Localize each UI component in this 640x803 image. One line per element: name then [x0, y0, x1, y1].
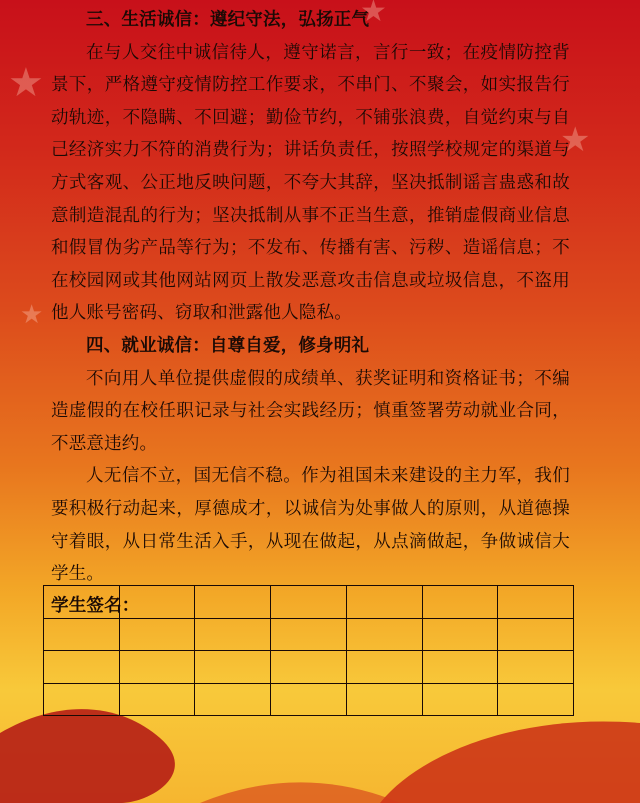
table-row — [44, 618, 574, 651]
signature-cell[interactable] — [271, 586, 347, 619]
signature-cell[interactable] — [195, 618, 271, 651]
signature-cell[interactable] — [44, 651, 120, 684]
signature-cell[interactable] — [195, 683, 271, 716]
table-row — [44, 586, 574, 619]
signature-cell[interactable] — [422, 618, 498, 651]
signature-cell[interactable] — [271, 618, 347, 651]
signature-cell[interactable] — [44, 683, 120, 716]
signature-cell[interactable] — [422, 683, 498, 716]
signature-cell[interactable] — [422, 586, 498, 619]
signature-cell[interactable] — [346, 683, 422, 716]
signature-cell[interactable] — [346, 618, 422, 651]
table-row — [44, 683, 574, 716]
signature-cell[interactable] — [119, 683, 195, 716]
signature-cell[interactable] — [119, 651, 195, 684]
signature-cell[interactable] — [119, 618, 195, 651]
star-icon: ★ — [560, 120, 591, 160]
signature-cell[interactable] — [271, 683, 347, 716]
signature-cell[interactable] — [271, 651, 347, 684]
paragraph: 在与人交往中诚信待人，遵守诺言，言行一致；在疫情防控背景下，严格遵守疫情防控工作要求，不串门、不聚会，如实报告行动轨迹，不隐瞒、不回避；勤俭节约，不铺张浪费，自觉约束与自己经济实力不符的消费行为；讲话负责任，按照学校规定的渠道与方式客观、公正地反映问题，不夸大其辞，坚决抵制谣言蛊惑和故意制造混乱的行为；坚决抵制从事不正当生意，推销虚假商业信息和假冒伪劣产品等行为；不发布、传播有害、污秽、造谣信息；不在校园网或其他网站网页上散发恶意攻击信息或垃圾信息，不盗用他人账号密码、窃取和泄露他人隐私。 — [51, 42, 570, 324]
paragraph: 人无信不立，国无信不稳。作为祖国未来建设的主力军，我们要积极行动起来，厚德成才，以诚信为处事做人的原则，从道德操守着眼，从日常生活入手，从现在做起，从点滴做起，争做诚信大学生。 — [51, 466, 570, 585]
signature-cell[interactable] — [498, 683, 574, 716]
signature-cell[interactable] — [195, 651, 271, 684]
signature-cell[interactable] — [498, 586, 574, 619]
signature-cell[interactable] — [44, 586, 120, 619]
signature-cell[interactable] — [498, 618, 574, 651]
signature-cell[interactable] — [44, 618, 120, 651]
signature-cell[interactable] — [422, 651, 498, 684]
signature-cell[interactable] — [195, 586, 271, 619]
signature-table — [43, 585, 574, 716]
signature-cell[interactable] — [119, 586, 195, 619]
signature-cell[interactable] — [346, 651, 422, 684]
signature-label: 学生签名： — [51, 595, 140, 616]
star-icon: ★ — [360, 0, 387, 29]
signature-cell[interactable] — [346, 586, 422, 619]
section-heading: 三、生活诚信：遵纪守法，弘扬正气 — [86, 10, 370, 30]
section-heading: 四、就业诚信：自尊自爱，修身明礼 — [86, 335, 370, 356]
paragraph: 不向用人单位提供虚假的成绩单、获奖证明和资格证书；不编造虚假的在校任职记录与社会实践经历；慎重签署劳动就业合同，不恶意违约。 — [51, 368, 570, 454]
star-icon: ★ — [20, 300, 44, 330]
signature-cell[interactable] — [498, 651, 574, 684]
table-row — [44, 651, 574, 684]
star-icon: ★ — [8, 60, 44, 106]
document-body — [51, 4, 570, 621]
